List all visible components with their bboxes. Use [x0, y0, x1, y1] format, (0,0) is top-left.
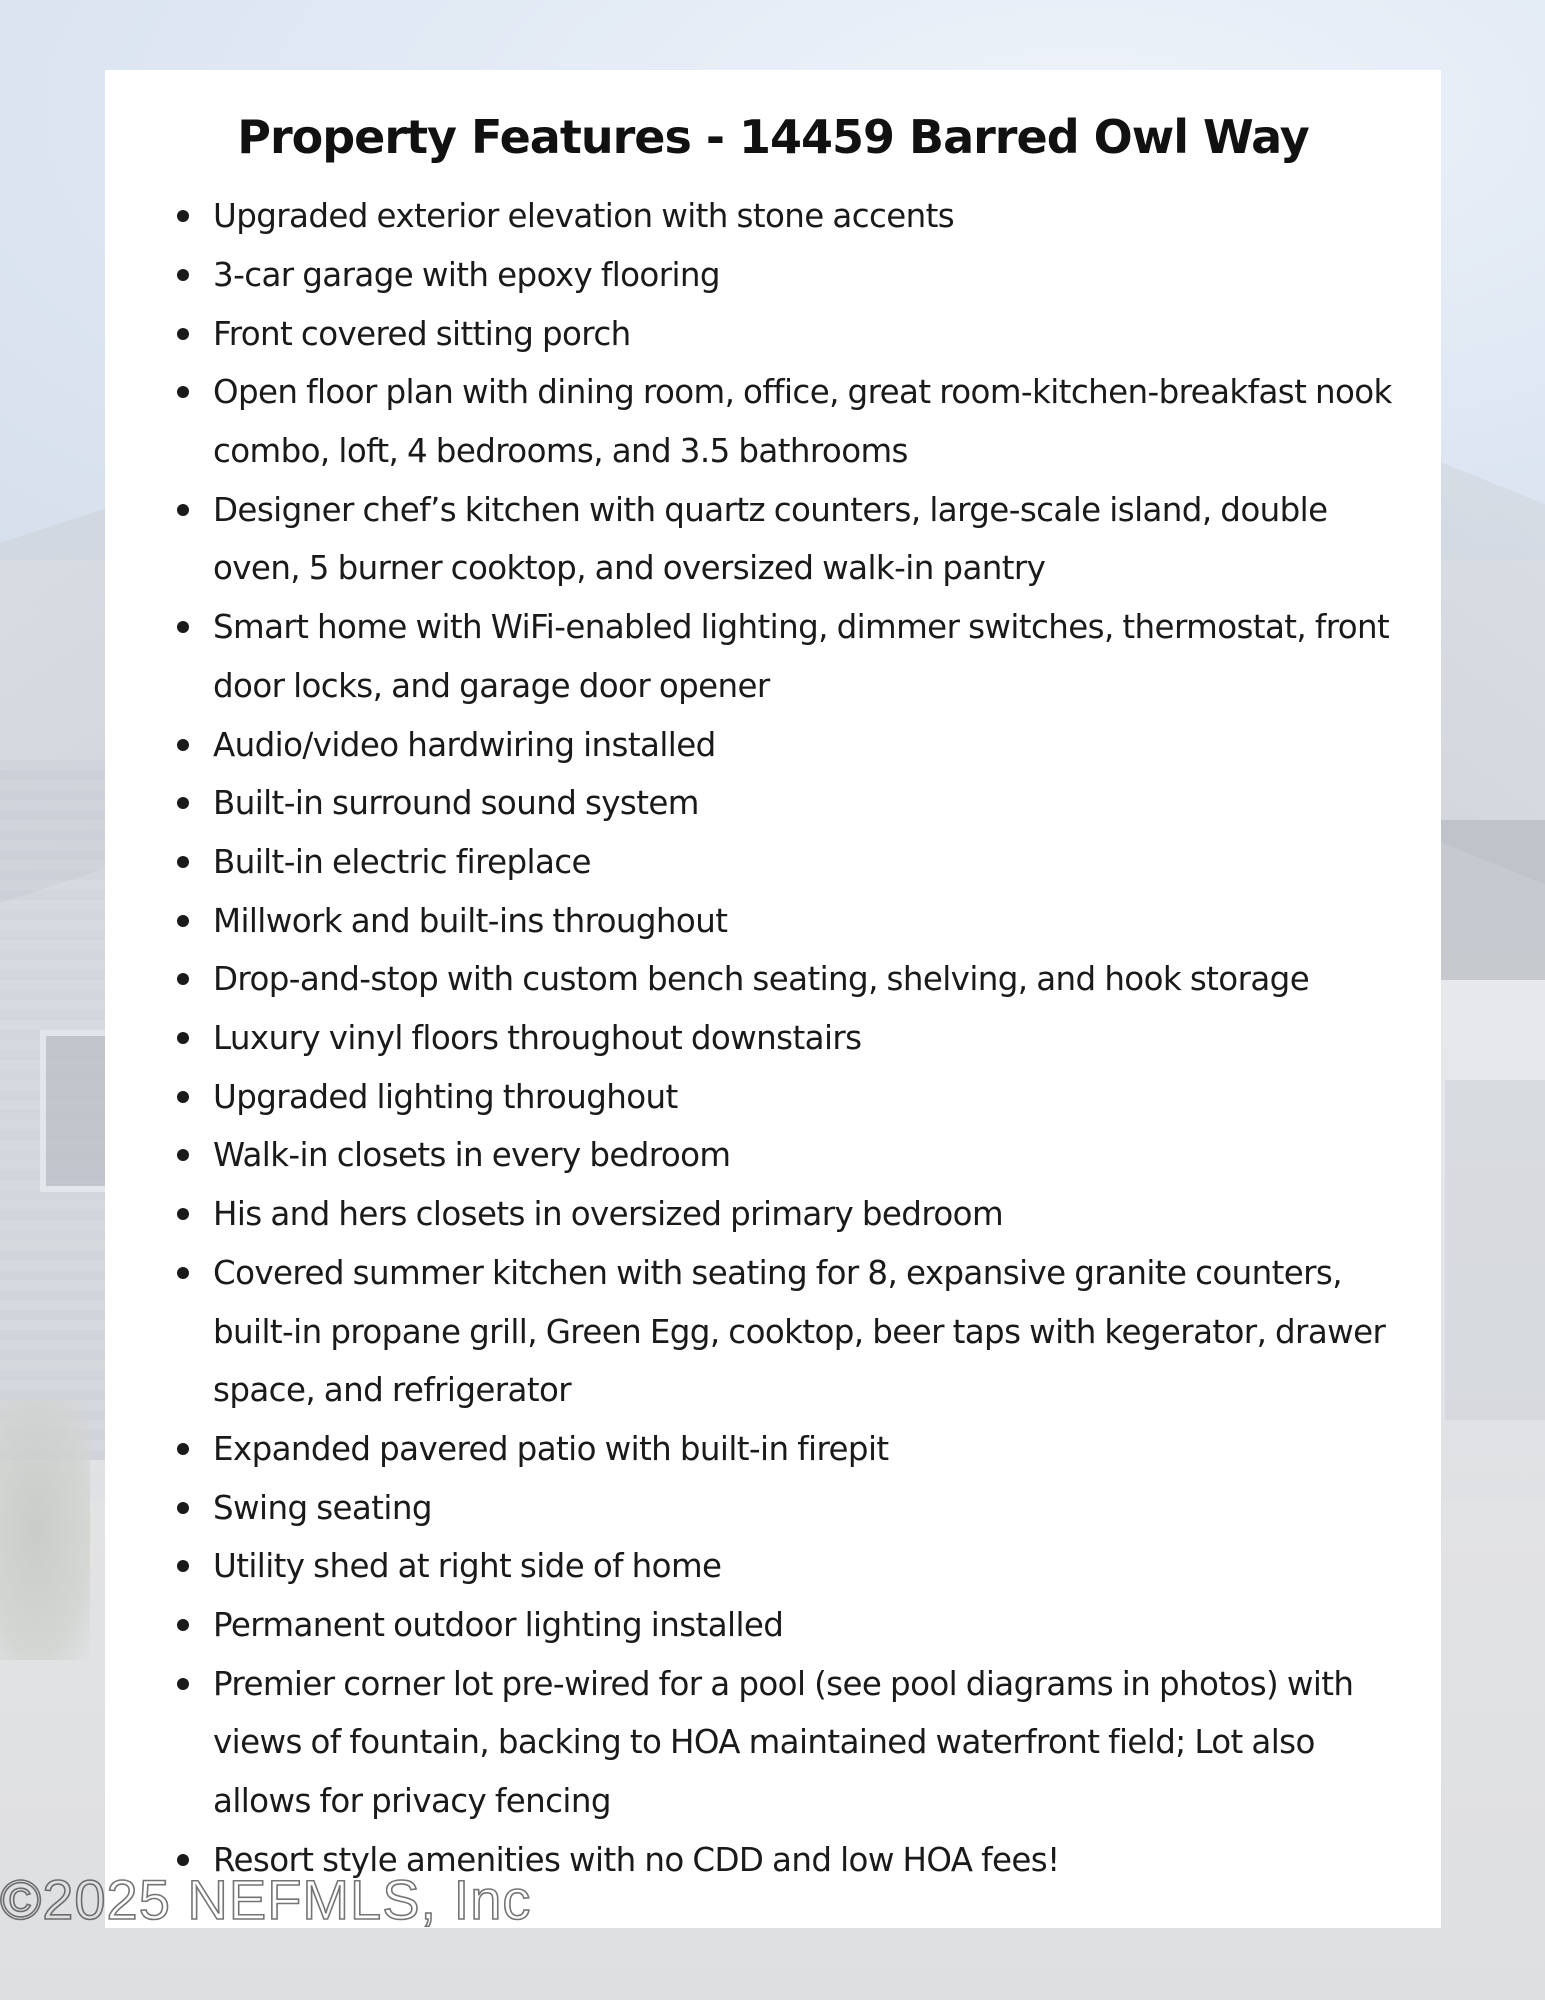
- feature-text: 3-car garage with epoxy flooring: [213, 255, 720, 294]
- bullet-icon: [177, 1032, 189, 1044]
- feature-item: [173, 1479, 1413, 1538]
- page-title: Property Features - 14459 Barred Owl Way: [237, 110, 1309, 164]
- feature-item: [173, 1831, 1413, 1890]
- bullet-icon: [177, 1678, 189, 1690]
- feature-item: [173, 1420, 1413, 1479]
- bullet-icon: [177, 739, 189, 751]
- bullet-icon: [177, 504, 189, 516]
- feature-text: Upgraded exterior elevation with stone accents: [213, 197, 955, 236]
- feature-text: Upgraded lighting throughout: [213, 1077, 678, 1116]
- bullet-icon: [177, 973, 189, 985]
- bullet-icon: [177, 1854, 189, 1866]
- feature-text: Drop-and-stop with custom bench seating, shelving, and hook storage: [213, 960, 1310, 999]
- features-list: [173, 187, 1413, 1889]
- feature-text: Premier corner lot pre-wired for a pool (see pool diagrams in photos) with views of fountain, backing to HOA maintained waterfront field; Lot also allows for privacy fencing: [213, 1664, 1354, 1821]
- bullet-icon: [177, 1267, 189, 1279]
- background-hedge: [0, 1400, 90, 1660]
- bullet-icon: [177, 328, 189, 340]
- feature-item: [173, 1126, 1413, 1185]
- feature-text: Millwork and built-ins throughout: [213, 901, 728, 940]
- feature-item: [173, 1655, 1413, 1831]
- background-eave-right: [1435, 820, 1545, 980]
- bullet-icon: [177, 621, 189, 633]
- feature-item: [173, 1244, 1413, 1420]
- feature-item: [173, 774, 1413, 833]
- feature-item: [173, 892, 1413, 951]
- feature-text: Resort style amenities with no CDD and low HOA fees!: [213, 1840, 1060, 1879]
- feature-text: Utility shed at right side of home: [213, 1547, 722, 1586]
- feature-item: [173, 481, 1413, 598]
- feature-item: [173, 363, 1413, 480]
- bullet-icon: [177, 1502, 189, 1514]
- feature-item: [173, 598, 1413, 715]
- feature-text: Audio/video hardwiring installed: [213, 725, 716, 764]
- bullet-icon: [177, 1443, 189, 1455]
- bullet-icon: [177, 210, 189, 222]
- feature-text: Covered summer kitchen with seating for 8, expansive granite counters, built-in propane grill, Green Egg, cooktop, beer taps with kegerator, drawer space, and refrigerator: [213, 1253, 1386, 1410]
- feature-text: Front covered sitting porch: [213, 314, 631, 353]
- background-wall-right: [1445, 1080, 1545, 1420]
- feature-text: His and hers closets in oversized primary bedroom: [213, 1195, 1004, 1234]
- feature-item: [173, 833, 1413, 892]
- features-card: [105, 70, 1441, 1928]
- bullet-icon: [177, 856, 189, 868]
- feature-item: [173, 950, 1413, 1009]
- feature-text: Open floor plan with dining room, office, great room-kitchen-breakfast nook combo, loft, 4 bedrooms, and 3.5 bathrooms: [213, 373, 1392, 470]
- feature-text: Walk-in closets in every bedroom: [213, 1136, 731, 1175]
- feature-text: Built-in surround sound system: [213, 784, 699, 823]
- bullet-icon: [177, 269, 189, 281]
- feature-text: Swing seating: [213, 1488, 432, 1527]
- feature-item: [173, 1068, 1413, 1127]
- bullet-icon: [177, 1149, 189, 1161]
- feature-text: Smart home with WiFi-enabled lighting, dimmer switches, thermostat, front door locks, and garage door opener: [213, 608, 1390, 705]
- feature-text: Built-in electric fireplace: [213, 842, 591, 881]
- feature-item: [173, 187, 1413, 246]
- feature-item: [173, 1009, 1413, 1068]
- bullet-icon: [177, 915, 189, 927]
- feature-item: [173, 1185, 1413, 1244]
- bullet-icon: [177, 1619, 189, 1631]
- feature-item: [173, 305, 1413, 364]
- feature-text: Designer chef’s kitchen with quartz counters, large-scale island, double oven, 5 burner cooktop, and oversized walk-in pantry: [213, 490, 1328, 588]
- feature-item: [173, 246, 1413, 305]
- feature-text: Expanded pavered patio with built-in firepit: [213, 1429, 889, 1468]
- bullet-icon: [177, 1091, 189, 1103]
- feature-item: [173, 1537, 1413, 1596]
- bullet-icon: [177, 797, 189, 809]
- bullet-icon: [177, 1560, 189, 1572]
- bullet-icon: [177, 386, 189, 398]
- feature-item: [173, 716, 1413, 775]
- feature-text: Luxury vinyl floors throughout downstairs: [213, 1019, 862, 1058]
- bullet-icon: [177, 1208, 189, 1220]
- feature-item: [173, 1596, 1413, 1655]
- feature-text: Permanent outdoor lighting installed: [213, 1606, 784, 1645]
